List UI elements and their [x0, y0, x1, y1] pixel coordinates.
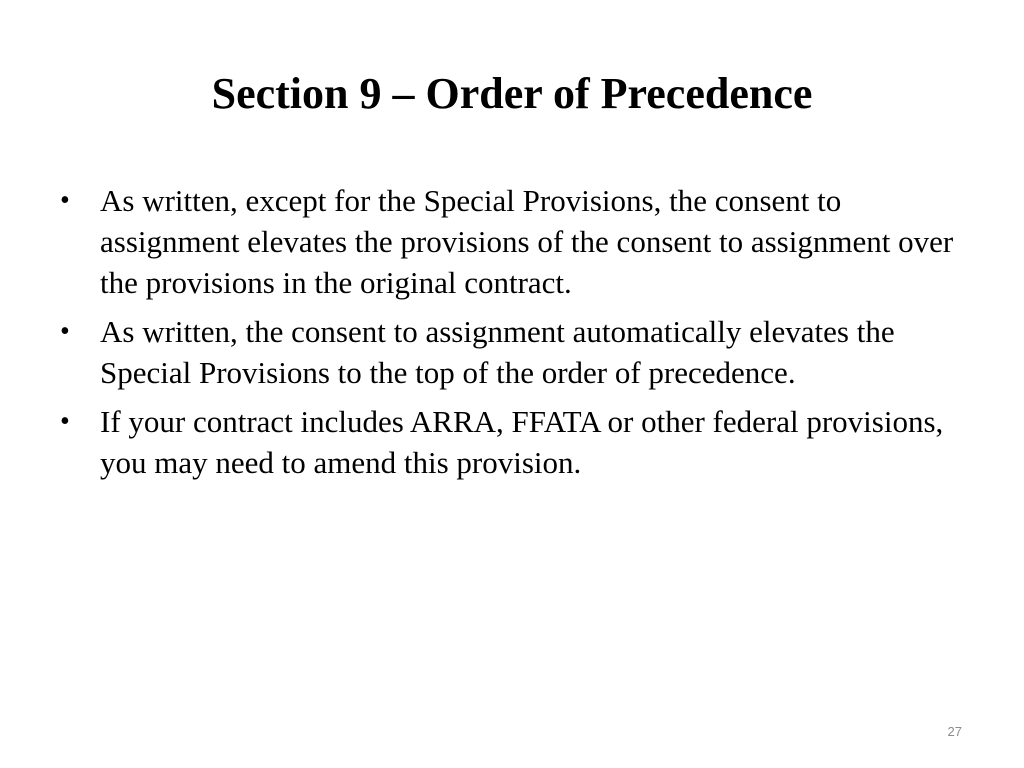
bullet-text: As written, the consent to assignment automatically elevates the Special Provisions to the top of the order of precedence. — [100, 314, 895, 390]
bullet-item — [56, 401, 976, 483]
slide-number: 27 — [947, 724, 962, 739]
bullet-text: As written, except for the Special Provisions, the consent to assignment elevates the provisions of the consent to assignment over the provisions in the original contract. — [100, 183, 954, 300]
bullet-item — [56, 180, 976, 303]
bullet-dot-icon: • — [60, 185, 70, 216]
bullet-item — [56, 311, 976, 393]
bullet-text: If your contract includes ARRA, FFATA or other federal provisions, you may need to amend this provision. — [100, 404, 944, 480]
bullet-dot-icon: • — [60, 406, 70, 437]
bullet-dot-icon: • — [60, 316, 70, 347]
slide-title: Section 9 – Order of Precedence — [211, 69, 813, 118]
bullet-list — [56, 180, 976, 491]
